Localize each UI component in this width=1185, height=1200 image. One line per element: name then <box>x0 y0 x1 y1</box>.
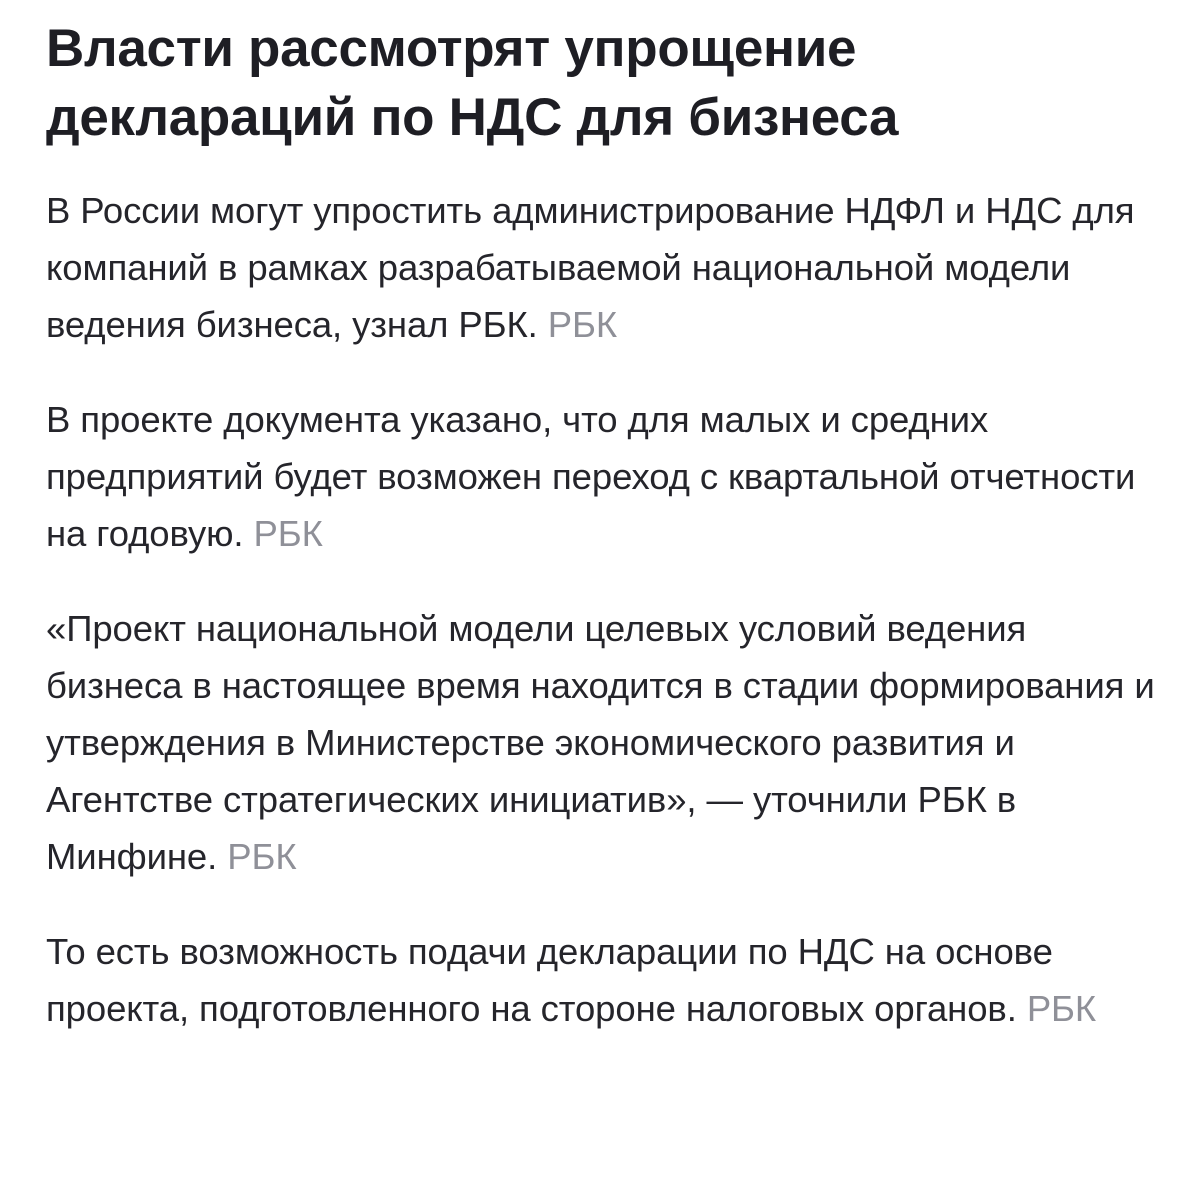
paragraph-2 <box>46 391 1156 562</box>
paragraph-text: То есть возможность подачи декларации по НДС на основе проекта, подготовленного на стороне налоговых органов. <box>46 931 1053 1029</box>
paragraph-1 <box>46 182 1156 353</box>
paragraph-text: В России могут упростить администрирование НДФЛ и НДС для компаний в рамках разрабатываемой национальной модели ведения бизнеса, узнал РБК. <box>46 190 1135 345</box>
paragraph-text: В проекте документа указано, что для малых и средних предприятий будет возможен переход с квартальной отчетности на годовую. <box>46 399 1136 554</box>
source-link[interactable]: РБК <box>227 836 297 877</box>
article <box>46 14 1156 1075</box>
source-link[interactable]: РБК <box>253 513 323 554</box>
article-title: Власти рассмотрят упрощение деклараций по НДС для бизнеса <box>46 19 899 147</box>
paragraph-3 <box>46 600 1156 885</box>
paragraph-text: «Проект национальной модели целевых условий ведения бизнеса в настоящее время находится в стадии формирования и утверждения в Министерстве экономического развития и Агентстве стратегических инициатив», — уточнили РБК в Минфине. <box>46 608 1155 877</box>
source-link[interactable]: РБК <box>547 304 618 345</box>
source-link[interactable]: РБК <box>1026 988 1097 1029</box>
paragraph-4 <box>46 923 1156 1037</box>
